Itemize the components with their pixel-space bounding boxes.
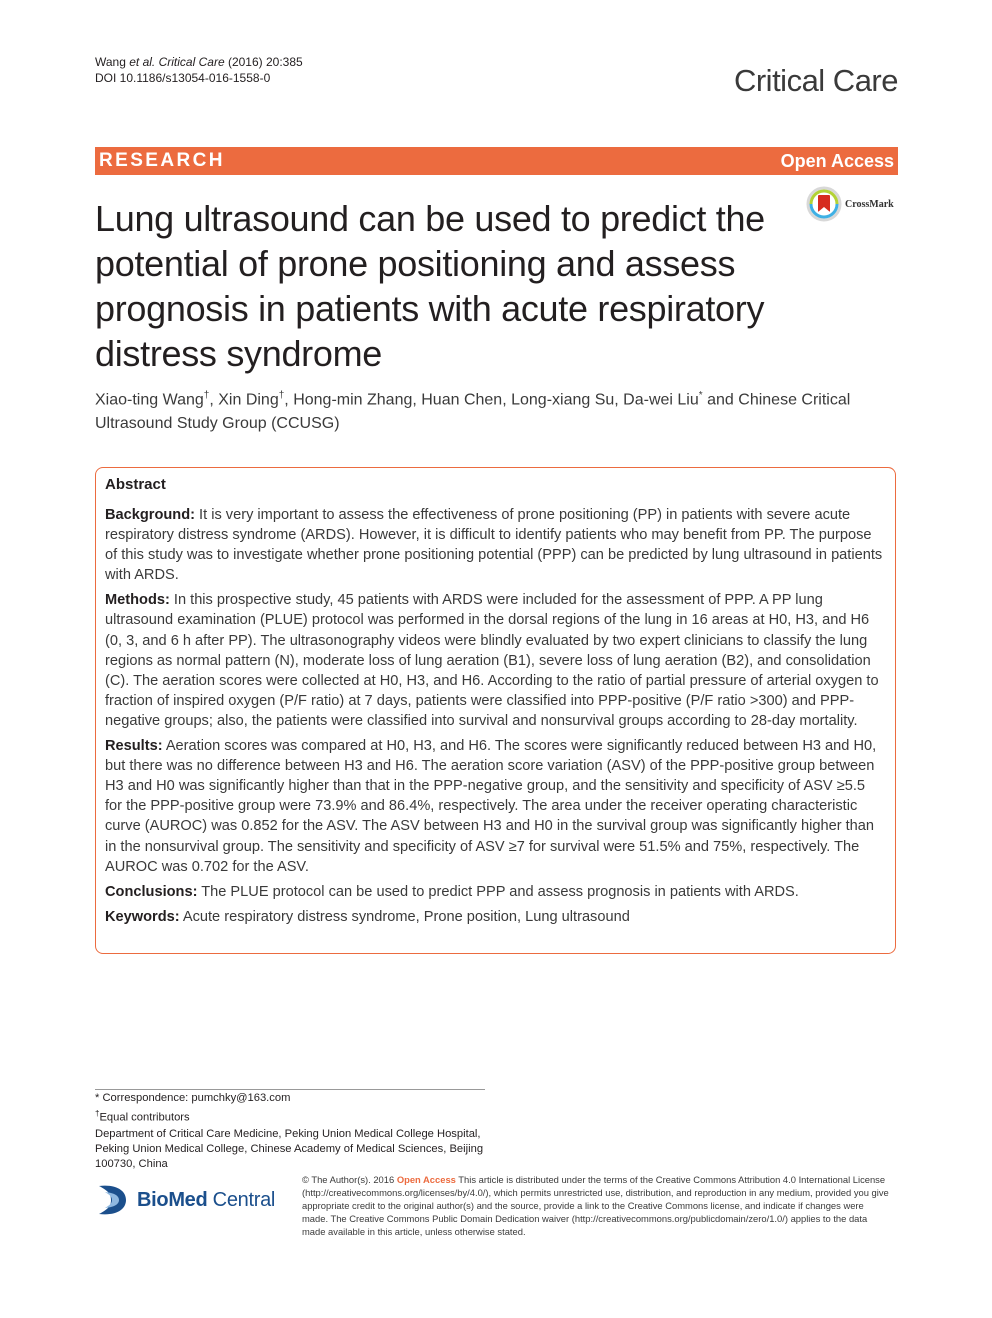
author-name: Da-wei Liu	[623, 391, 699, 409]
author-separator: ,	[209, 391, 219, 409]
abstract-body	[105, 505, 885, 932]
section-label: Conclusions:	[105, 883, 198, 900]
citation-author: Wang	[95, 55, 130, 69]
crossmark-label: CrossMark	[845, 198, 894, 210]
abstract-methods	[105, 590, 885, 731]
citation-year: (2016) 20:385	[224, 55, 303, 69]
equal-text: Equal contributors	[99, 1112, 190, 1125]
abstract-keywords	[105, 907, 885, 927]
open-access-label: Open Access	[780, 151, 894, 171]
abstract-results	[105, 736, 885, 877]
author-separator: ,	[614, 391, 624, 409]
article-title: Lung ultrasound can be used to predict the potential of prone positioning and assess prognosis in patients with acute respiratory distress syndrome	[95, 198, 765, 374]
license-prefix: © The Author(s). 2016	[302, 1174, 397, 1185]
affiliation-note: Department of Critical Care Medicine, Peking Union Medical College Hospital, Peking Union Medical College, Chinese Academy of Medical Sciences, Beijing 100730, China	[95, 1127, 484, 1171]
abstract-background	[105, 505, 885, 585]
biomed-central-wordmark	[137, 1189, 275, 1212]
abstract-heading: Abstract	[105, 476, 166, 493]
abstract-box	[95, 467, 896, 954]
license-notice	[302, 1173, 892, 1238]
biomed-central-logo	[95, 1183, 275, 1217]
journal-name: Critical Care	[733, 63, 898, 98]
author-name: Chinese Critical Ultrasound Study Group (CCUSG)	[95, 391, 851, 433]
section-text: Aeration scores was compared at H0, H3, and H6. The scores were significantly reduced between H3 and H0, but there was no difference between H3 and H6. The aeration score variation (ASV) of the PPP-positive group between H3 and H0 was significantly higher than that in the PPP-negative group, and the sensitivity and specificity of ASV ≥5.5 for the PPP-positive group were 73.9% and 86.4%, respectively. The area under the receiver operating characteristic curve (AUROC) was 0.852 for the ASV. The ASV between H3 and H0 in the survival group was significantly higher than in the nonsurvival group. The sensitivity and specificity of ASV ≥7 for survival were 51.5% and 75%, respectively. The AUROC was 0.702 for the ASV.	[105, 738, 877, 875]
license-text: This article is distributed under the terms of the Creative Commons Attribution 4.0 International License (http://creativecommons.org/licenses/by/4.0/), which permits unrestricted use, distribution, and reproduction in any medium, provided you give appropriate credit to the original author(s) and the source, provide a link to the Creative Commons license, and indicate if changes were made. The Creative Commons Public Domain Dedication waiver (http://creativecommons.org/publicdomain/zero/1.0/) applies to the data made available in this article, unless otherwise stated.	[302, 1174, 889, 1237]
author-name: Long-xiang Su	[511, 391, 615, 409]
biomed-wordmark-bold: BioMed	[137, 1188, 208, 1211]
section-text: It is very important to assess the effectiveness of prone positioning (PP) in patients with severe acute respiratory distress syndrome (ARDS). However, it is difficult to identify patients who may benefit from PP. The purpose of this study was to investigate whether prone positioning potential (PPP) can be predicted by lung ultrasound in patients with ARDS.	[105, 507, 883, 584]
crossmark-badge[interactable]	[806, 186, 894, 222]
footnote-divider	[95, 1089, 485, 1090]
citation-line	[95, 54, 303, 70]
author-separator: ,	[502, 391, 512, 409]
article-type-label: RESEARCH	[99, 150, 225, 171]
section-text: Acute respiratory distress syndrome, Prone position, Lung ultrasound	[179, 908, 630, 925]
author-mark: †	[278, 390, 285, 401]
author-separator: ,	[412, 391, 422, 409]
section-text: The PLUE protocol can be used to predict PPP and assess prognosis in patients with ARDS.	[197, 883, 799, 900]
equal-mark: †	[95, 1109, 100, 1119]
footnotes	[95, 1091, 495, 1173]
section-label: Background:	[105, 507, 195, 523]
author-separator: and	[702, 391, 739, 409]
section-label: Keywords:	[105, 908, 180, 925]
section-label: Results:	[105, 738, 163, 755]
author-name: Hong-min Zhang	[293, 391, 413, 409]
section-text: In this prospective study, 45 patients with ARDS were included for the assessment of PPP. A PP lung ultrasound examination (PLUE) protocol was performed in the dorsal regions of the lung in 16 areas at H0, H3, and H6 (0, 3, and 6 h after PP). The ultrasonography videos were blindly evaluated by two expert clinicians to classify the lung regions as normal pattern (N), moderate loss of lung aeration (B1), severe loss of lung aeration (B2), and consolidation (C). The aeration scores were collected at H0, H3, and H6. According to the ratio of partial pressure of arterial oxygen to fraction of inspired oxygen (P/F ratio) at 7 days, patients were classified into PPP-positive (P/F ratio >300) and PPP-negative groups; also, the patients were classified into survival and nonsurvival groups according to 28-day mortality.	[105, 592, 879, 729]
biomed-central-icon	[95, 1183, 131, 1217]
author-separator: ,	[284, 391, 294, 409]
section-label: Methods:	[105, 592, 170, 609]
author-mark: *	[698, 390, 703, 401]
doi: DOI 10.1186/s13054-016-1558-0	[95, 71, 271, 85]
license-open-access: Open Access	[396, 1174, 456, 1185]
author-list	[95, 384, 885, 436]
author-name: Xin Ding	[218, 391, 279, 409]
abstract-conclusions	[105, 882, 885, 902]
citation-journal: et al. Critical Care	[129, 55, 225, 69]
author-name: Xiao-ting Wang	[95, 391, 204, 409]
citation-block	[95, 54, 303, 86]
author-name: Huan Chen	[421, 391, 503, 409]
article-type-banner	[95, 147, 898, 175]
author-mark: †	[203, 390, 210, 401]
correspondence-note: * Correspondence: pumchky@163.com	[95, 1092, 291, 1104]
biomed-wordmark-rest: Central	[207, 1188, 276, 1211]
equal-contributors-note	[95, 1106, 495, 1126]
